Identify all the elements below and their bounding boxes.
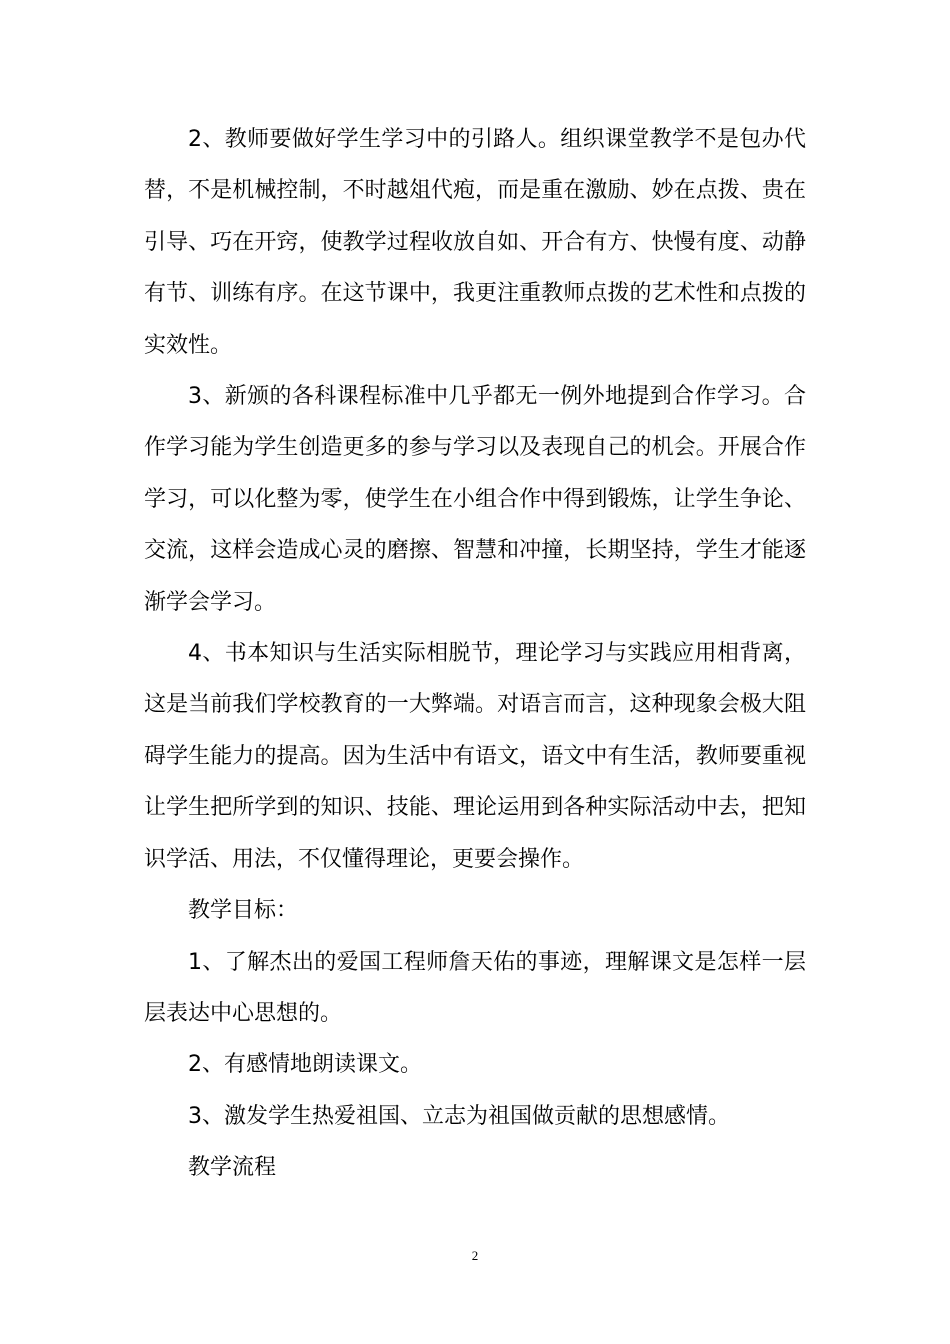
goal-item-2: 2、有感情地朗读课文。 (188, 1052, 422, 1078)
goal-item-1: 1、了解杰出的爱国工程师詹天佑的事迹，理解课文是怎样一层层表达中心思想的。 (144, 949, 806, 1026)
page-number: 2 (471, 1248, 479, 1263)
paragraph-teacher-guide: 2、教师要做好学生学习中的引路人。组织课堂教学不是包办代替，不是机械控制，不时越俎代疱，而是重在激励、妙在点拨、贵在引导、巧在开窍，使教学过程收放自如、开合有方、快慢有度、动静有节、训练有序。在这节课中，我更注重教师点拨的艺术性和点拨的实效性。 (144, 127, 806, 358)
page-body (144, 114, 806, 1194)
heading-teaching-goals: 教学目标： (188, 898, 299, 924)
heading-teaching-process: 教学流程 (188, 1155, 277, 1181)
paragraph-cooperative-learning: 3、新颁的各科课程标准中几乎都无一例外地提到合作学习。合作学习能为学生创造更多的参与学习以及表现自己的机会。开展合作学习，可以化整为零，使学生在小组合作中得到锻炼，让学生争论、交流，这样会造成心灵的磨擦、智慧和冲撞，长期坚持，学生才能逐渐学会学习。 (144, 384, 806, 615)
paragraph-theory-practice: 4、书本知识与生活实际相脱节，理论学习与实践应用相背离，这是当前我们学校教育的一大弊端。对语言而言，这种现象会极大阻碍学生能力的提高。因为生活中有语文，语文中有生活，教师要重视让学生把所学到的知识、技能、理论运用到各种实际活动中去，把知识学活、用法，不仅懂得理论，更要会操作。 (144, 641, 806, 872)
goal-item-3: 3、激发学生热爱祖国、立志为祖国做贡献的思想感情。 (188, 1103, 730, 1129)
